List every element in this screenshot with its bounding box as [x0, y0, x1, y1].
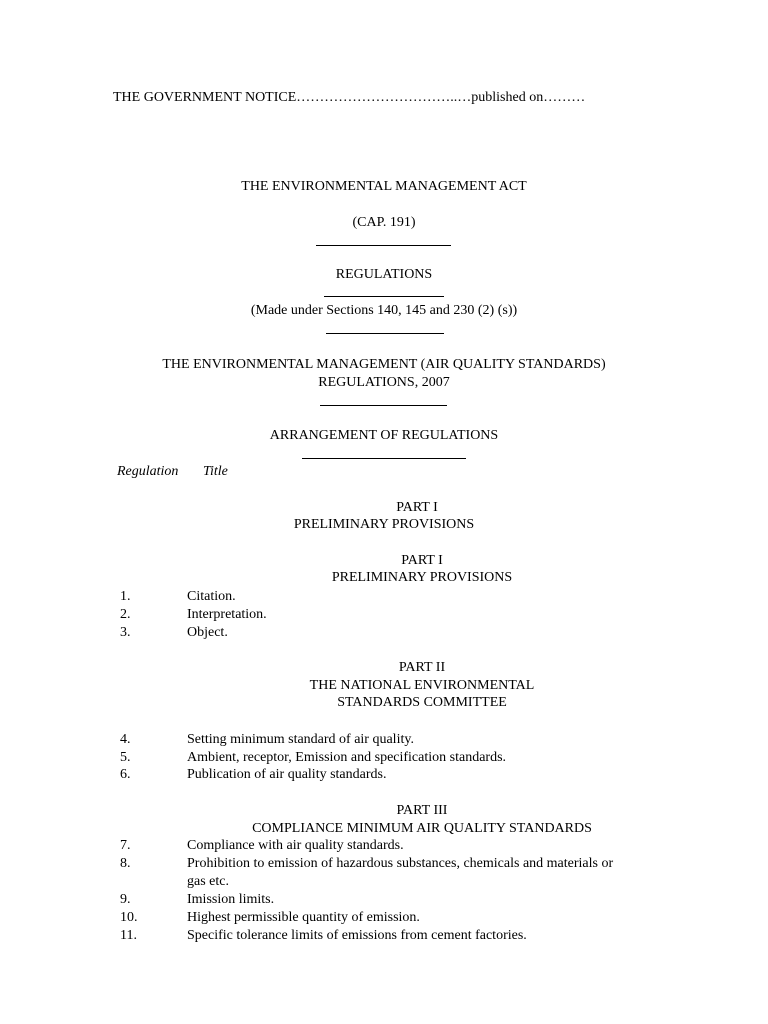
regulation-title: Object.	[187, 625, 228, 640]
arrangement-heading: ARRANGEMENT OF REGULATIONS	[269, 428, 499, 443]
part-label: PART II	[398, 660, 446, 675]
regulations-heading: REGULATIONS	[335, 267, 433, 282]
regulation-title: Citation.	[187, 589, 236, 604]
regulation-number: 2.	[120, 607, 131, 622]
regulation-number: 5.	[120, 750, 131, 765]
regulation-title: Interpretation.	[187, 607, 267, 622]
regulation-number: 10.	[120, 910, 138, 925]
regulation-number: 11.	[120, 928, 137, 943]
divider-rule	[324, 296, 444, 297]
part-heading: COMPLIANCE MINIMUM AIR QUALITY STANDARDS	[252, 821, 592, 836]
divider-rule	[320, 405, 447, 406]
regulation-title: Publication of air quality standards.	[187, 767, 387, 782]
regulation-title: Imission limits.	[187, 892, 275, 907]
cap-number: (CAP. 191)	[352, 215, 416, 230]
part-heading: STANDARDS COMMITTEE	[337, 695, 507, 710]
regulation-number: 7.	[120, 838, 131, 853]
regulation-number: 4.	[120, 732, 131, 747]
regulation-number: 8.	[120, 856, 131, 871]
regulation-title: Compliance with air quality standards.	[187, 838, 404, 853]
divider-rule	[302, 458, 466, 459]
regulation-title: Ambient, receptor, Emission and specification standards.	[187, 750, 507, 765]
government-notice-line: THE GOVERNMENT NOTICE……………………………..…published on………	[113, 90, 586, 105]
part-label: PART I	[401, 553, 443, 568]
regulation-number: 6.	[120, 767, 131, 782]
divider-rule	[326, 333, 444, 334]
divider-rule	[316, 245, 451, 246]
regulation-title: Prohibition to emission of hazardous substances, chemicals and materials or	[187, 856, 614, 871]
made-under-line: (Made under Sections 140, 145 and 230 (2) (s))	[250, 303, 518, 318]
regulations-name-line1: THE ENVIRONMENTAL MANAGEMENT (AIR QUALITY STANDARDS)	[162, 357, 606, 372]
title-column-header: Title	[203, 464, 228, 479]
part-label: PART III	[396, 803, 448, 818]
regulation-number: 1.	[120, 589, 131, 604]
part-label: PART I	[396, 500, 438, 515]
part-heading: PRELIMINARY PROVISIONS	[293, 517, 475, 532]
regulation-title-continuation: gas etc.	[187, 874, 229, 889]
part-heading: THE NATIONAL ENVIRONMENTAL	[309, 678, 535, 693]
regulation-number: 3.	[120, 625, 131, 640]
act-title: THE ENVIRONMENTAL MANAGEMENT ACT	[241, 179, 527, 194]
part-heading: PRELIMINARY PROVISIONS	[331, 570, 513, 585]
regulations-name-line2: REGULATIONS, 2007	[318, 375, 450, 390]
regulation-title: Highest permissible quantity of emission.	[187, 910, 420, 925]
regulation-title: Specific tolerance limits of emissions from cement factories.	[187, 928, 527, 943]
regulation-title: Setting minimum standard of air quality.	[187, 732, 414, 747]
regulation-number: 9.	[120, 892, 131, 907]
regulation-column-header: Regulation	[117, 464, 179, 479]
